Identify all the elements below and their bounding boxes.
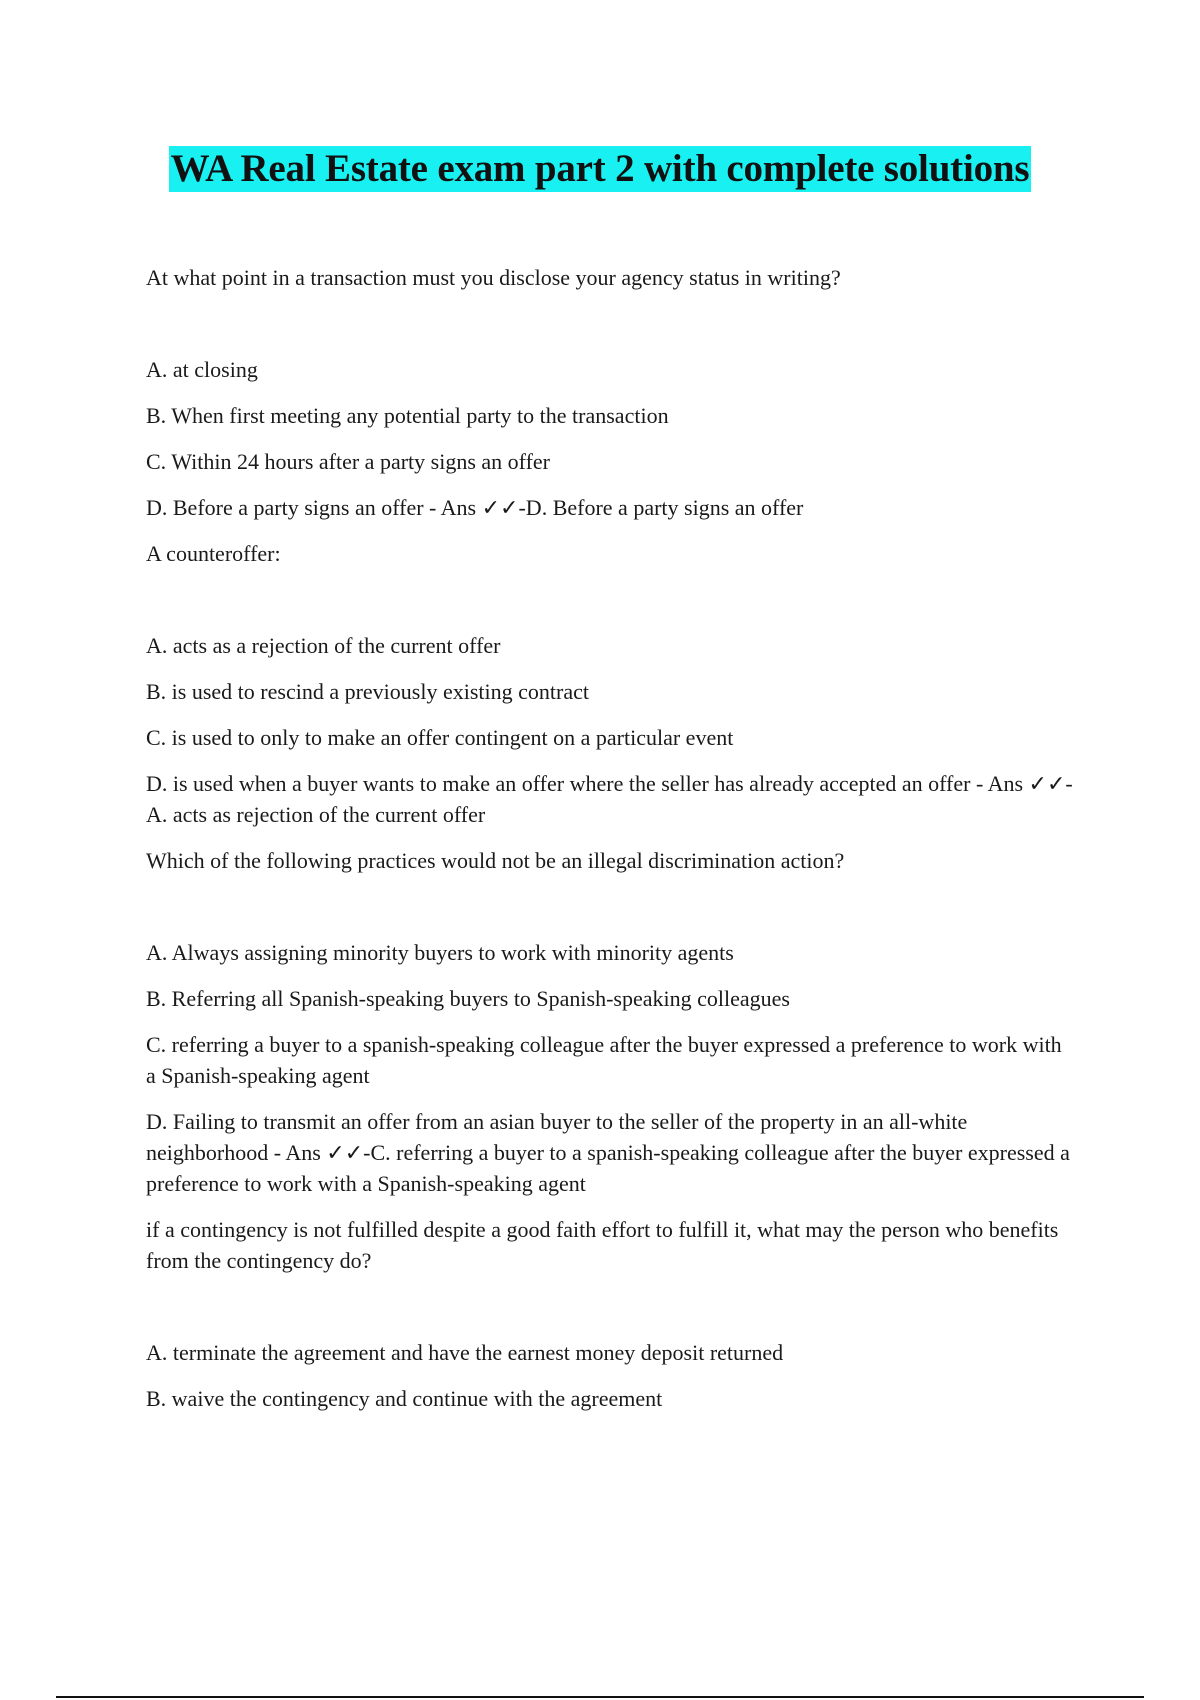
answer-option: B. When first meeting any potential party to the transaction bbox=[146, 403, 669, 428]
answer-option-with-answer: D. Before a party signs an offer - Ans ✓✓-D. Before a party signs an offer bbox=[146, 495, 804, 520]
document-title: WA Real Estate exam part 2 with complete solutions bbox=[170, 147, 1030, 190]
question-prompt: Which of the following practices would not be an illegal discrimination action? bbox=[146, 848, 845, 873]
answer-option-with-answer: D. Failing to transmit an offer from an asian buyer to the seller of the property in an all-white neighborhood - Ans ✓✓-C. referring a buyer to a spanish-speaking colleague after the buyer expressed a preference to work with a Spanish-speaking agent bbox=[146, 1109, 1070, 1196]
answer-option: B. is used to rescind a previously existing contract bbox=[146, 679, 589, 704]
title-container bbox=[0, 146, 1200, 192]
answer-option: B. waive the contingency and continue with the agreement bbox=[146, 1386, 663, 1411]
answer-option: A. Always assigning minority buyers to work with minority agents bbox=[146, 940, 734, 965]
question-prompt: if a contingency is not fulfilled despite a good faith effort to fulfill it, what may the person who benefits from the contingency do? bbox=[146, 1217, 1059, 1273]
answer-option: C. Within 24 hours after a party signs an offer bbox=[146, 449, 550, 474]
answer-option: A. at closing bbox=[146, 357, 258, 382]
question-prompt: At what point in a transaction must you disclose your agency status in writing? bbox=[146, 265, 841, 290]
question-prompt: A counteroffer: bbox=[146, 541, 281, 566]
answer-option: C. is used to only to make an offer contingent on a particular event bbox=[146, 725, 734, 750]
footer-rule bbox=[56, 1696, 1144, 1698]
document-body bbox=[146, 262, 1076, 1414]
answer-option: A. terminate the agreement and have the earnest money deposit returned bbox=[146, 1340, 784, 1365]
answer-option: B. Referring all Spanish-speaking buyers to Spanish-speaking colleagues bbox=[146, 986, 790, 1011]
answer-option: C. referring a buyer to a spanish-speaking colleague after the buyer expressed a preference to work with a Spanish-speaking agent bbox=[146, 1032, 1062, 1088]
answer-option-with-answer: D. is used when a buyer wants to make an offer where the seller has already accepted an offer - Ans ✓✓-A. acts as rejection of the current offer bbox=[146, 771, 1073, 827]
answer-option: A. acts as a rejection of the current offer bbox=[146, 633, 501, 658]
